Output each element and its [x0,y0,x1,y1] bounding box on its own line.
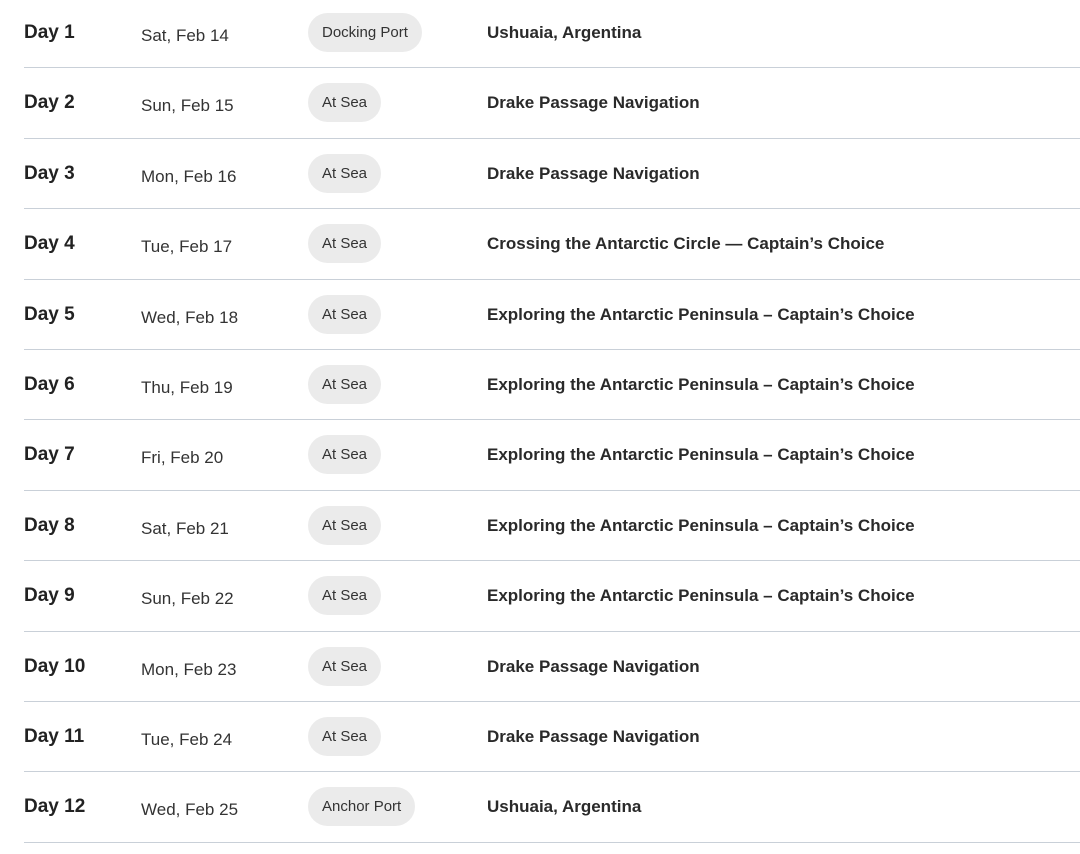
date-label: Sat, Feb 14 [141,26,229,45]
port-type-badge: At Sea [308,435,381,474]
day-label: Day 5 [24,303,75,325]
itinerary-row-day-5[interactable] [24,280,1080,350]
destination-label: Ushuaia, Argentina [487,797,642,817]
port-type-badge: At Sea [308,576,381,615]
destination-label: Drake Passage Navigation [487,656,700,676]
port-type-badge: At Sea [308,365,381,404]
port-type-badge: At Sea [308,717,381,756]
day-label: Day 9 [24,585,75,607]
port-type-badge: Docking Port [308,13,422,52]
date-label: Thu, Feb 19 [141,377,233,397]
itinerary-row-day-7[interactable] [24,420,1080,490]
destination-label: Exploring the Antarctic Peninsula – Captain’s Choice [487,586,915,606]
port-type-badge: At Sea [308,83,381,122]
destination-label: Exploring the Antarctic Peninsula – Captain’s Choice [487,374,915,394]
day-label: Day 8 [24,514,75,536]
port-type-badge: At Sea [308,506,381,545]
destination-label: Ushuaia, Argentina [487,23,642,42]
destination-label: Exploring the Antarctic Peninsula – Captain’s Choice [487,445,915,465]
itinerary-row-day-4[interactable] [24,209,1080,279]
itinerary-row-day-3[interactable] [24,139,1080,209]
port-type-badge: At Sea [308,154,381,193]
day-label: Day 11 [24,725,85,747]
itinerary-row-day-8[interactable] [24,491,1080,561]
itinerary-row-day-6[interactable] [24,350,1080,420]
day-label: Day 10 [24,655,86,677]
date-label: Fri, Feb 20 [141,448,224,468]
date-label: Mon, Feb 16 [141,166,237,186]
destination-label: Drake Passage Navigation [487,726,700,746]
itinerary-row-day-11[interactable] [24,702,1080,772]
itinerary-row-day-1[interactable] [24,0,1080,68]
destination-label: Drake Passage Navigation [487,163,700,183]
day-label: Day 2 [24,92,75,114]
date-label: Sun, Feb 15 [141,96,234,116]
destination-label: Crossing the Antarctic Circle — Captain’s Choice [487,234,885,254]
date-label: Sat, Feb 21 [141,518,229,538]
itinerary-row-day-2[interactable] [24,68,1080,138]
port-type-badge: At Sea [308,647,381,686]
destination-label: Drake Passage Navigation [487,93,700,113]
date-label: Wed, Feb 25 [141,800,239,820]
itinerary-row-day-12[interactable] [24,772,1080,842]
date-label: Tue, Feb 24 [141,729,233,749]
date-label: Wed, Feb 18 [141,307,239,327]
itinerary-row-day-10[interactable] [24,632,1080,702]
destination-label: Exploring the Antarctic Peninsula – Captain’s Choice [487,515,915,535]
day-label: Day 7 [24,444,75,466]
port-type-badge: At Sea [308,295,381,334]
destination-label: Exploring the Antarctic Peninsula – Captain’s Choice [487,304,915,324]
day-label: Day 1 [24,22,75,43]
day-label: Day 12 [24,796,86,818]
itinerary-list [24,0,1080,843]
date-label: Tue, Feb 17 [141,237,233,257]
date-label: Mon, Feb 23 [141,659,237,679]
day-label: Day 3 [24,162,75,184]
port-type-badge: Anchor Port [308,787,415,826]
day-label: Day 4 [24,233,75,255]
date-label: Sun, Feb 22 [141,589,234,609]
day-label: Day 6 [24,373,75,395]
port-type-badge: At Sea [308,224,381,263]
itinerary-row-day-9[interactable] [24,561,1080,631]
